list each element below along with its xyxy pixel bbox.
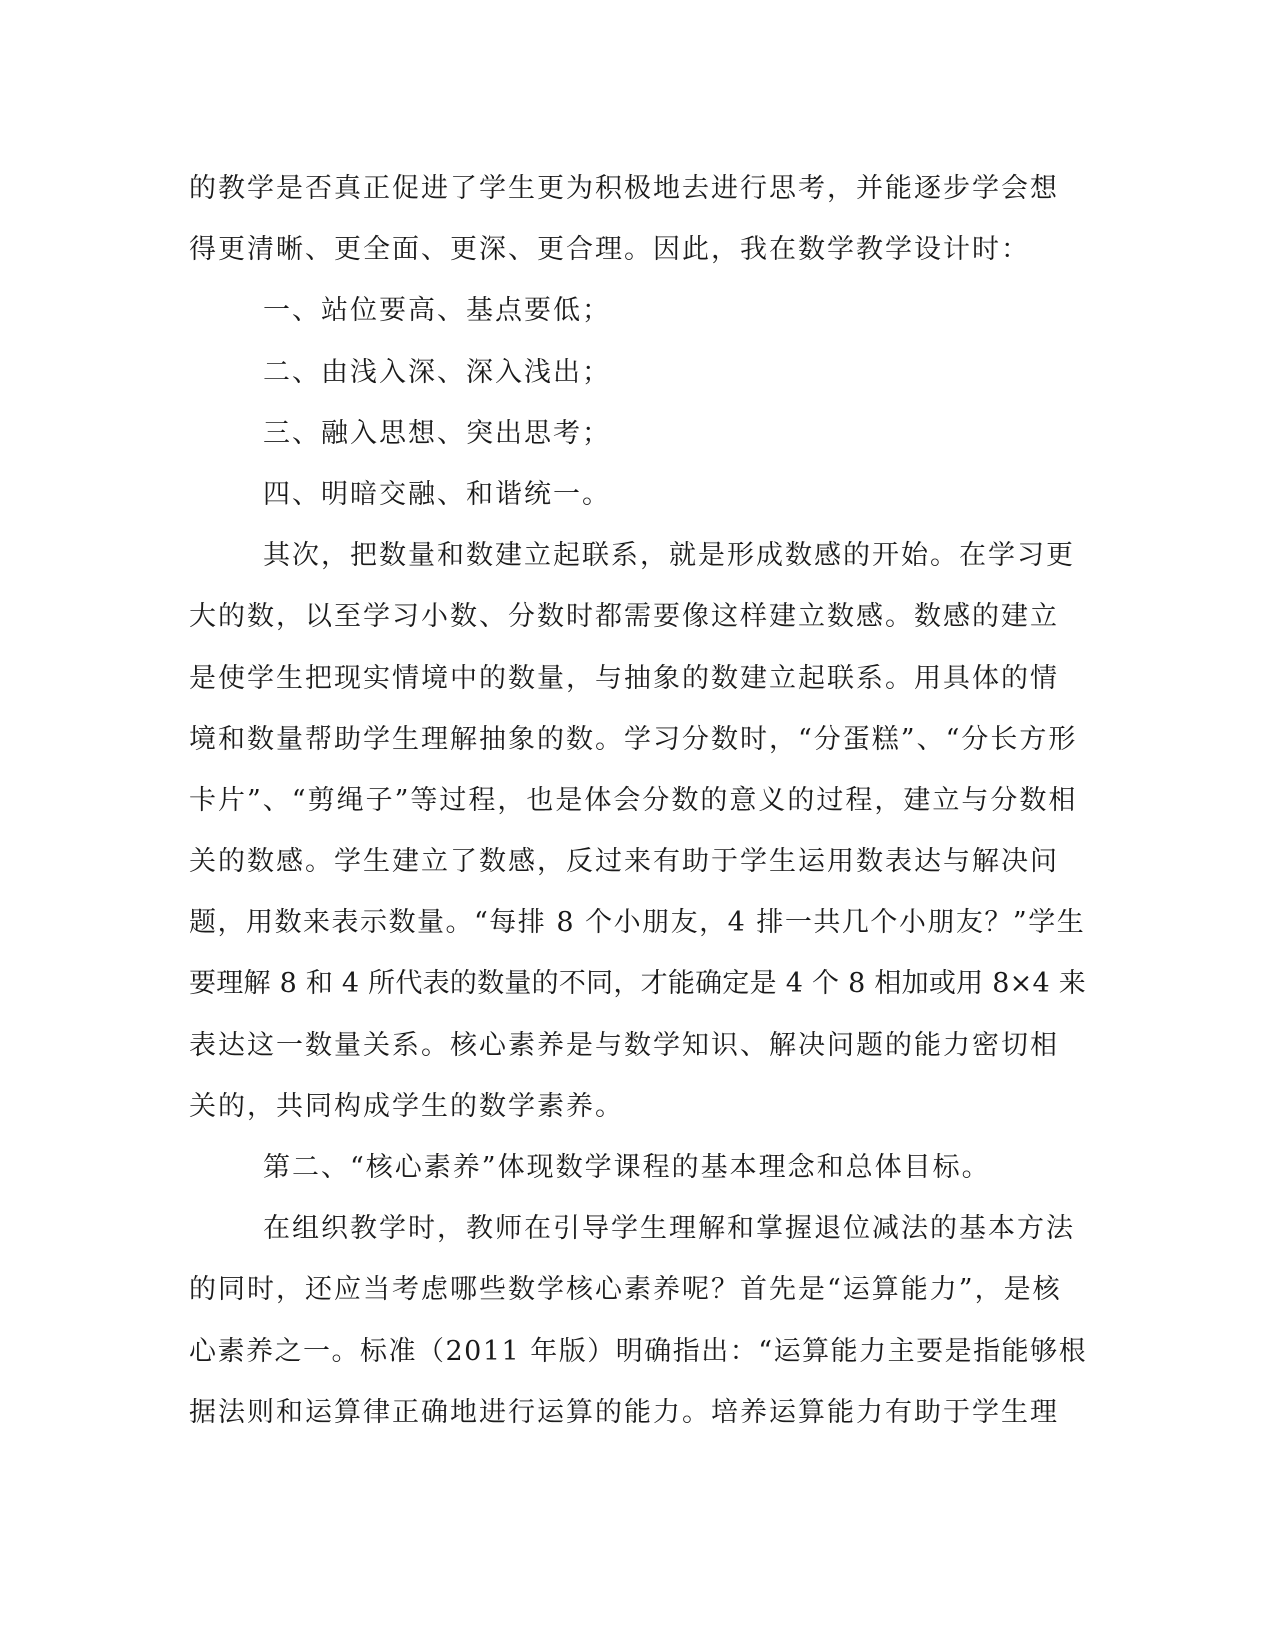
text-line: 得更清晰、更全面、更深、更合理。因此，我在数学教学设计时： xyxy=(189,234,1030,266)
text-line: 的同时，还应当考虑哪些数学核心素养呢？首先是“运算能力”，是核 xyxy=(189,1274,1062,1306)
text-line: 卡片”、“剪绳子”等过程，也是体会分数的意义的过程，建立与分数相 xyxy=(189,784,1078,816)
text-line: 题，用数来表示数量。“每排 8 个小朋友，4 排一共几个小朋友？”学生 xyxy=(189,907,1086,939)
text-line: 是使学生把现实情境中的数量，与抽象的数建立起联系。用具体的情 xyxy=(189,662,1059,694)
text-line: 要理解 8 和 4 所代表的数量的不同，才能确定是 4 个 8 相加或用 8×4 来 xyxy=(189,968,1087,1000)
text-line: 一、站位要高、基点要低； xyxy=(263,295,611,327)
text-line: 其次，把数量和数建立起联系，就是形成数感的开始。在学习更 xyxy=(263,540,1075,572)
text-line: 的教学是否真正促进了学生更为积极地去进行思考，并能逐步学会想 xyxy=(189,173,1059,204)
text-line: 表达这一数量关系。核心素养是与数学知识、解决问题的能力密切相 xyxy=(189,1029,1059,1061)
text-line: 三、融入思想、突出思考； xyxy=(263,417,611,449)
text-line: 境和数量帮助学生理解抽象的数。学习分数时，“分蛋糕”、“分长方形 xyxy=(189,723,1078,755)
text-line: 关的，共同构成学生的数学素养。 xyxy=(189,1090,624,1122)
text-line: 四、明暗交融、和谐统一。 xyxy=(263,478,611,510)
text-line: 关的数感。学生建立了数感，反过来有助于学生运用数表达与解决问 xyxy=(189,846,1059,878)
body-text xyxy=(189,158,1089,1443)
text-line: 心素养之一。标准（2011 年版）明确指出：“运算能力主要是指能够根 xyxy=(189,1335,1088,1367)
text-line: 第二、“核心素养”体现数学课程的基本理念和总体目标。 xyxy=(263,1152,991,1183)
text-line: 二、由浅入深、深入浅出； xyxy=(263,356,611,388)
text-line: 据法则和运算律正确地进行运算的能力。培养运算能力有助于学生理 xyxy=(189,1396,1059,1428)
text-line: 在组织教学时，教师在引导学生理解和掌握退位减法的基本方法 xyxy=(263,1213,1075,1245)
text-line: 大的数，以至学习小数、分数时都需要像这样建立数感。数感的建立 xyxy=(189,601,1059,633)
